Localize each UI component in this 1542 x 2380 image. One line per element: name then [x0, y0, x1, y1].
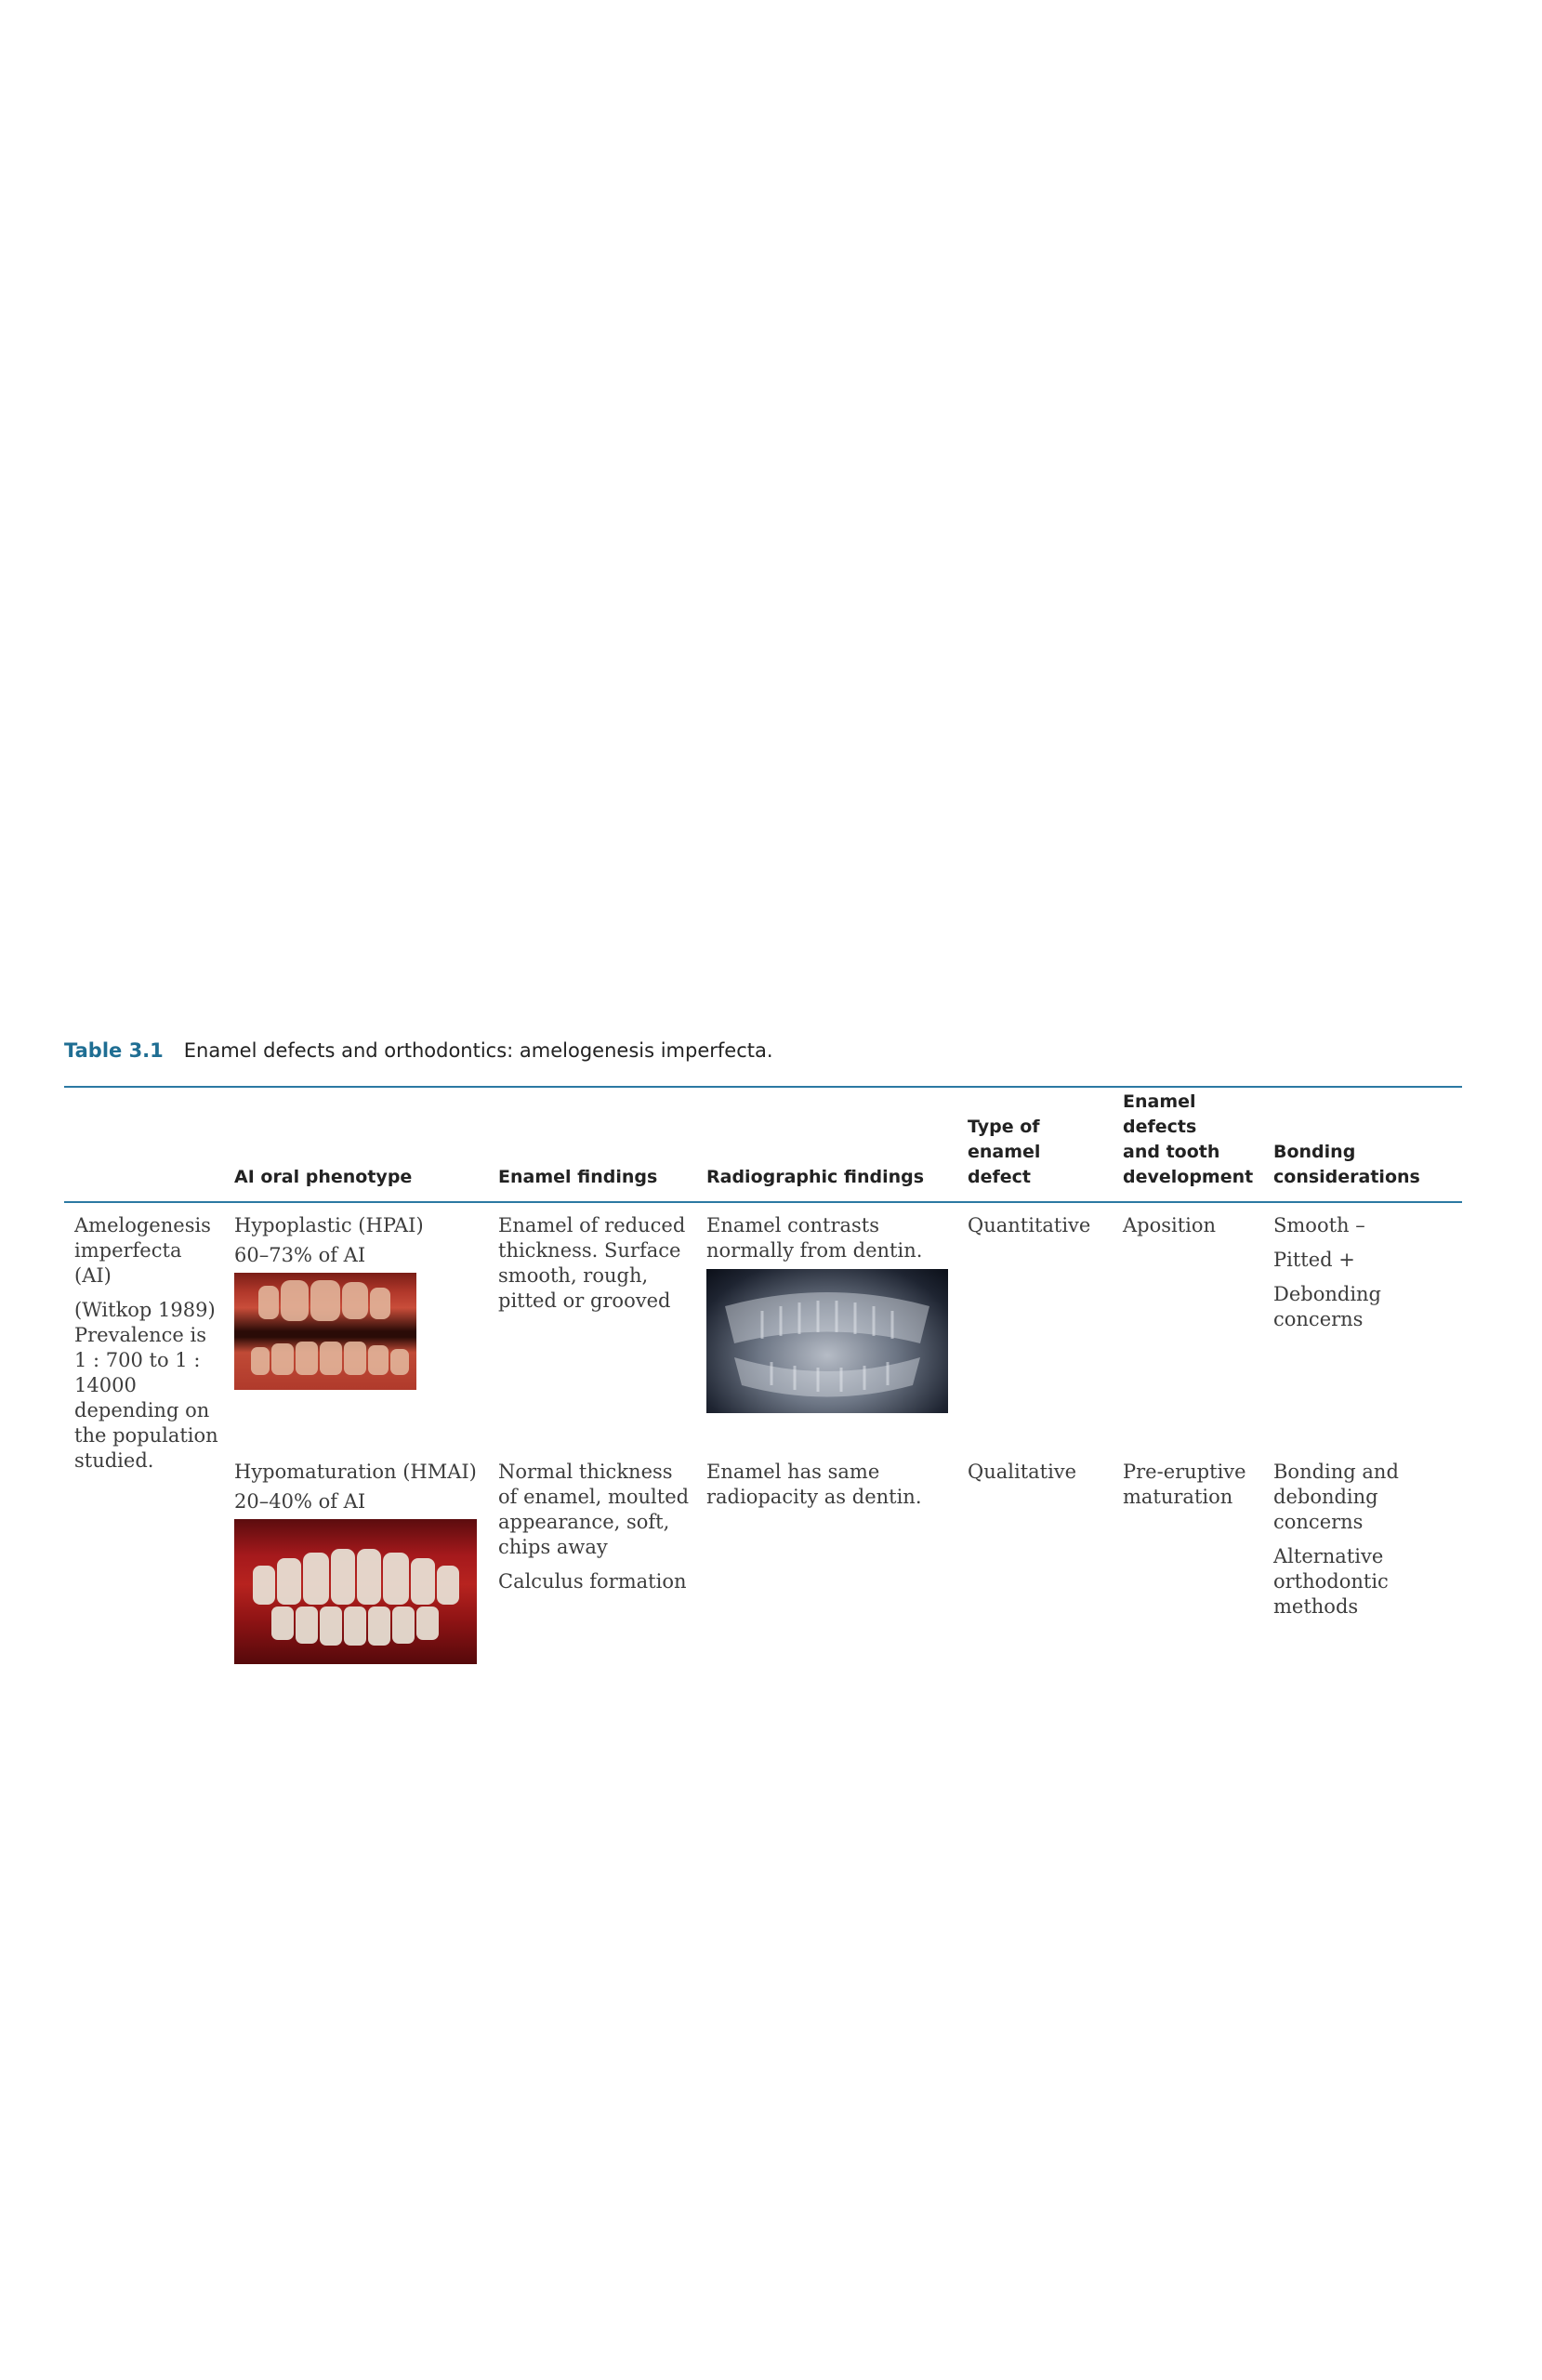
row1-phenotype: Hypoplastic (HPAI) 60–73% of AI [234, 1214, 424, 1266]
row2-radiographic-findings: Enamel has same radiopacity as dentin. [706, 1461, 922, 1508]
row2-phenotype: Hypomaturation (HMAI) 20–40% of AI [234, 1461, 477, 1513]
header-bonding: Bonding considerations [1273, 1142, 1420, 1187]
row2-type-of-defect: Qualitative [968, 1461, 1077, 1483]
table-top-rule [64, 1086, 1462, 1088]
panoramic-radiograph-image [706, 1269, 948, 1413]
row2-enamel-findings: Normal thickness of enamel, moulted appearance, soft, chips away Calculus formation [498, 1461, 690, 1593]
header-type-of-defect: Type of enamel defect [968, 1117, 1041, 1187]
row2-development: Pre-eruptive maturation [1123, 1461, 1246, 1508]
group-label [74, 1213, 223, 1483]
row2-bonding: Bonding and debonding concerns Alternative orthodontic methods [1273, 1461, 1399, 1618]
header-bottom-rule [64, 1201, 1462, 1203]
row1-development: Aposition [1123, 1214, 1217, 1236]
hypoplastic-teeth-photo [234, 1273, 416, 1390]
hypomaturation-teeth-photo [234, 1519, 477, 1664]
row1-type-of-defect: Quantitative [968, 1214, 1091, 1236]
table-caption [64, 1039, 773, 1062]
header-radiographic-findings: Radiographic findings [706, 1167, 925, 1187]
row1-radiographic-findings: Enamel contrasts normally from dentin. [706, 1214, 923, 1262]
table-title: Enamel defects and orthodontics: amelogenesis imperfecta. [183, 1039, 773, 1062]
group-name: Amelogenesis imperfecta (AI) [74, 1214, 211, 1287]
table-number: Table 3.1 [64, 1039, 164, 1062]
row1-bonding: Smooth – Pitted + Debonding concerns [1273, 1214, 1382, 1330]
header-phenotype: AI oral phenotype [234, 1167, 413, 1187]
group-note: (Witkop 1989) Prevalence is 1 : 700 to 1 : 14000 depending on the population studied. [74, 1299, 218, 1472]
row1-enamel-findings: Enamel of reduced thickness. Surface smooth, rough, pitted or grooved [498, 1214, 686, 1312]
header-development: Enamel defects and tooth development [1123, 1091, 1254, 1187]
header-enamel-findings: Enamel findings [498, 1167, 658, 1187]
